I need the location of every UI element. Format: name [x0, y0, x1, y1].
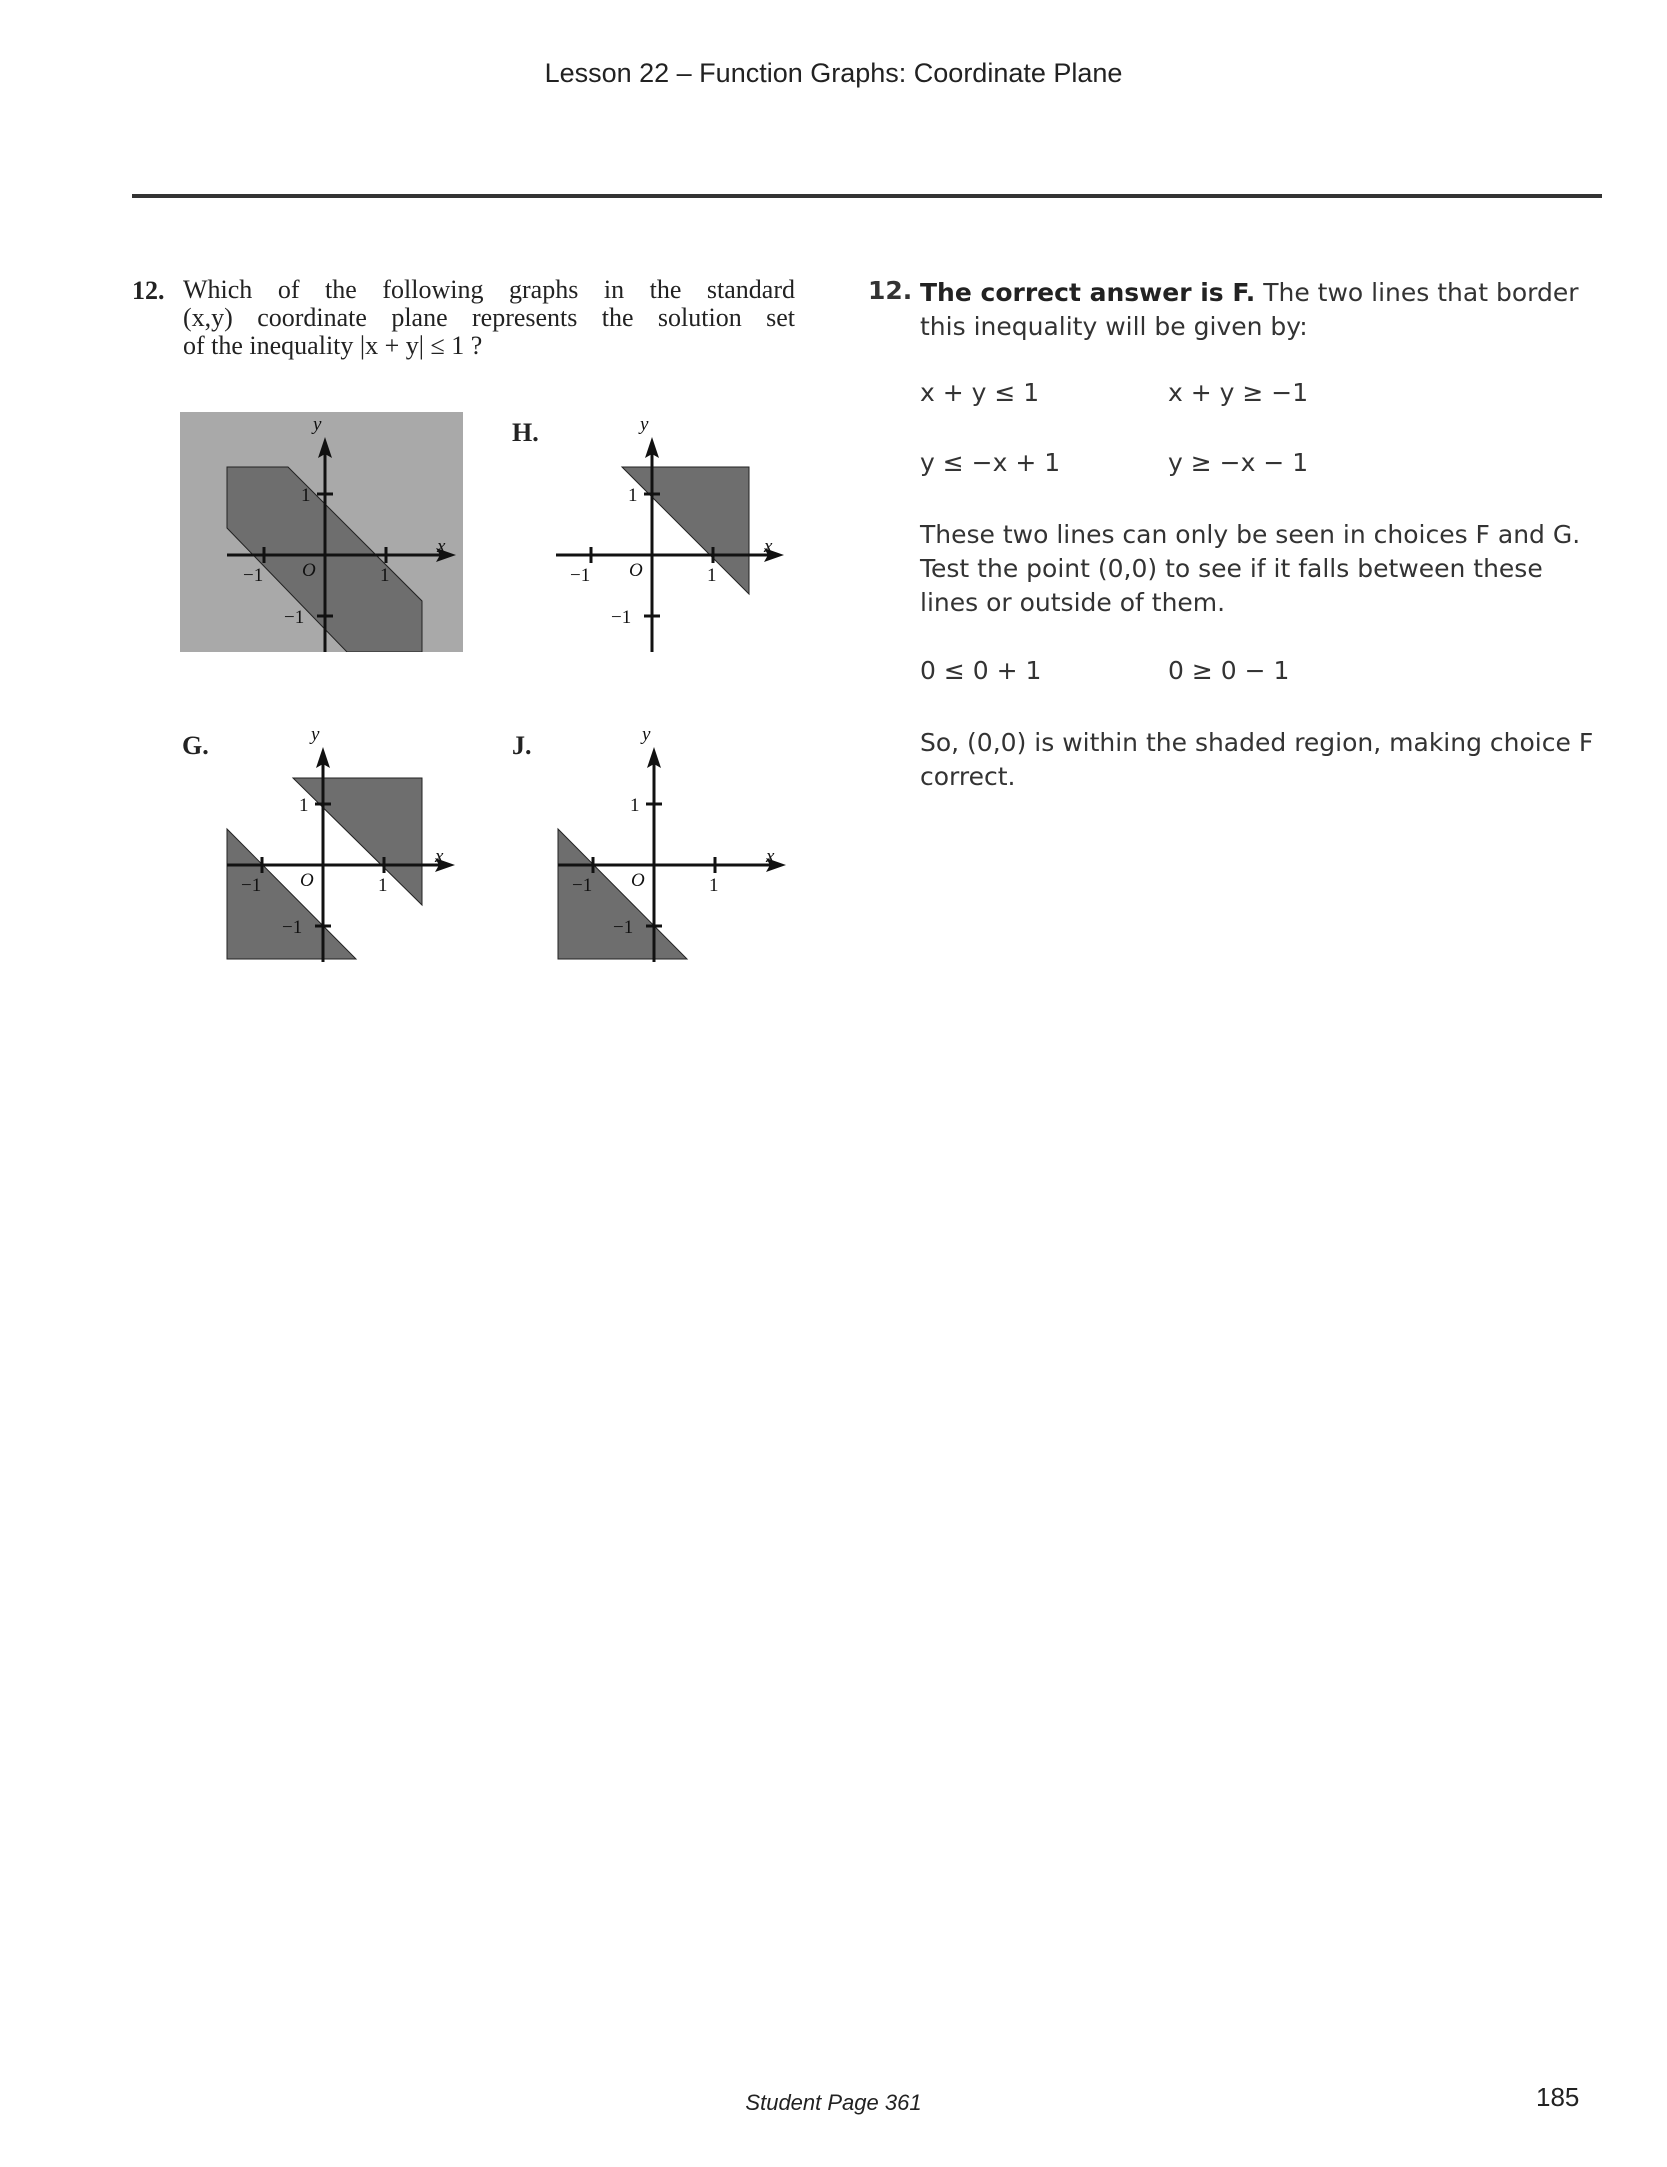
graph-g-y-label: y — [311, 724, 320, 745]
graph-f-x-label: x — [437, 536, 446, 557]
graph-h-y-one-label: 1 — [628, 485, 638, 506]
graph-j-y-label: y — [642, 724, 651, 745]
solution-lead-rest: The two lines that border this inequality will be given by: — [920, 278, 1579, 341]
graph-j-svg — [546, 722, 806, 962]
solution-lead — [920, 276, 1600, 344]
graph-j-y-negone-label: −1 — [613, 917, 634, 938]
graph-f-y-one-label: 1 — [301, 485, 311, 506]
option-h-label: H. — [512, 418, 539, 447]
graph-h-x-label: x — [764, 536, 773, 557]
solution-paragraph-1: These two lines can only be seen in choices F and G. Test the point (0,0) to see if it falls between these lines or outside of them. — [920, 520, 1581, 617]
graph-h-origin-label: O — [629, 560, 643, 581]
question-line-1: Which of the following graphs in the standard — [183, 275, 795, 304]
graph-g-x-one-label: 1 — [378, 875, 388, 896]
solution-paragraph-2: So, (0,0) is within the shaded region, making choice F correct. — [920, 728, 1594, 791]
solution-number: 12. — [868, 276, 913, 305]
eq-row2-left: y ≤ −x + 1 — [920, 448, 1061, 477]
graph-f — [180, 412, 463, 652]
option-j-label: J. — [512, 731, 532, 760]
graph-j-x-negone-label: −1 — [572, 875, 593, 896]
graph-h-svg — [548, 412, 798, 652]
graph-f-origin-label: O — [302, 560, 316, 581]
question-text — [183, 276, 795, 360]
graph-g-svg — [215, 722, 475, 962]
eq-row1-right: x + y ≥ −1 — [1168, 378, 1309, 407]
graph-j-origin-label: O — [631, 870, 645, 891]
graph-h-y-label: y — [640, 414, 649, 435]
graph-j — [546, 722, 806, 962]
graph-f-y-negone-label: −1 — [284, 607, 305, 628]
graph-g — [215, 722, 475, 962]
graph-j-y-one-label: 1 — [630, 795, 640, 816]
graph-f-y-label: y — [313, 414, 322, 435]
graph-f-x-one-label: 1 — [380, 565, 390, 586]
header-rule — [132, 194, 1602, 198]
question-number: 12. — [132, 276, 165, 305]
graph-j-x-label: x — [766, 846, 775, 867]
question-line-3: of the inequality |x + y| ≤ 1 ? — [183, 331, 483, 360]
graph-h-x-one-label: 1 — [707, 565, 717, 586]
eq-row3-left: 0 ≤ 0 + 1 — [920, 656, 1042, 685]
eq-row2-right: y ≥ −x − 1 — [1168, 448, 1309, 477]
graph-g-origin-label: O — [300, 870, 314, 891]
graph-g-y-negone-label: −1 — [282, 917, 303, 938]
option-g-label: G. — [182, 731, 209, 760]
graph-f-x-negone-label: −1 — [243, 565, 264, 586]
graph-g-x-negone-label: −1 — [241, 875, 262, 896]
eq-row3-right: 0 ≥ 0 − 1 — [1168, 656, 1290, 685]
graph-h-y-negone-label: −1 — [611, 607, 632, 628]
graph-g-x-label: x — [435, 846, 444, 867]
footer-student-page: Student Page 361 — [745, 2090, 922, 2115]
eq-row1-left: x + y ≤ 1 — [920, 378, 1040, 407]
graph-j-x-one-label: 1 — [709, 875, 719, 896]
graph-h — [548, 412, 798, 652]
footer-page-number: 185 — [1536, 2082, 1580, 2112]
page-header-title: Lesson 22 – Function Graphs: Coordinate Plane — [544, 58, 1123, 88]
graph-h-x-negone-label: −1 — [570, 565, 591, 586]
solution-lead-bold: The correct answer is F. — [920, 278, 1256, 307]
graph-f-svg — [180, 412, 463, 652]
question-line-2: (x,y) coordinate plane represents the solution set — [183, 303, 795, 332]
graph-g-y-one-label: 1 — [299, 795, 309, 816]
